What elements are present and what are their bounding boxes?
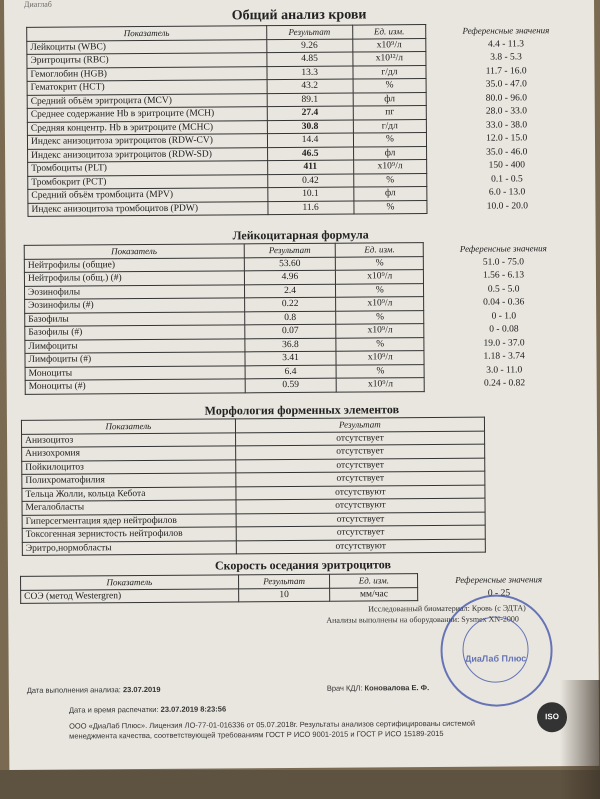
row-result: 10 bbox=[238, 588, 330, 602]
header-indicator: Показатель bbox=[27, 26, 267, 41]
row-result: 4.96 bbox=[244, 270, 336, 284]
row-indicator: Эозинофилы bbox=[24, 284, 244, 299]
row-result: 0.07 bbox=[244, 324, 336, 338]
row-unit: % bbox=[353, 200, 427, 214]
row-indicator: Лимфоциты (#) bbox=[25, 352, 245, 367]
row-indicator: Тромбоциты (PLT) bbox=[28, 161, 268, 176]
lab-stamp bbox=[440, 594, 553, 707]
row-indicator: Эритро,нормобласты bbox=[22, 540, 236, 555]
top-header-fragment: Диаглаб bbox=[23, 0, 52, 9]
header-unit: Ед. изм. bbox=[352, 25, 426, 39]
row-result: 89.1 bbox=[267, 93, 353, 107]
license-text: ООО «ДиаЛаб Плюс». Лицензия ЛО-77-01-016336 от 05.07.2018г. Результаты анализов сертифицированы системой менеджмента качества, соответствующей требованиям ГОСТ Р ИСО 9001-2015 и ГОСТ Р ИСО 15189-2015 bbox=[69, 718, 476, 741]
header-result: Результат bbox=[235, 417, 484, 432]
row-indicator: Средняя концентр. Hb в эритроците (MCHC) bbox=[27, 120, 267, 135]
iso-logo: ISO bbox=[537, 702, 567, 732]
row-result: 30.8 bbox=[267, 120, 353, 134]
row-reference: 0.1 - 0.5 bbox=[491, 174, 523, 185]
row-unit: x10⁹/л bbox=[353, 160, 427, 174]
row-unit: фл bbox=[353, 92, 427, 106]
row-indicator: Лейкоциты (WBC) bbox=[27, 39, 267, 54]
row-unit: x10⁹/л bbox=[336, 270, 424, 284]
row-result: отсутствуют bbox=[236, 485, 485, 500]
row-result: 411 bbox=[267, 160, 353, 174]
row-result: отсутствует bbox=[236, 525, 485, 540]
row-unit: % bbox=[336, 310, 424, 324]
header-reference: Референсные значения bbox=[459, 243, 547, 255]
row-reference: 0.24 - 0.82 bbox=[483, 378, 526, 389]
print-date-label: Дата и время распечатки: bbox=[68, 704, 159, 715]
row-indicator: Тельца Жолли, кольца Кебота bbox=[22, 486, 236, 501]
row-unit: % bbox=[353, 133, 427, 147]
background-shadow bbox=[560, 680, 600, 799]
row-unit: % bbox=[336, 337, 424, 351]
header-unit: Ед. изм. bbox=[336, 243, 424, 257]
row-indicator: Гематокрит (HCT) bbox=[27, 80, 267, 95]
header-reference: Референсные значения bbox=[455, 574, 543, 586]
header-reference: Референсные значения bbox=[462, 25, 550, 37]
row-indicator: Анизоцитоз bbox=[22, 432, 236, 447]
doctor bbox=[327, 683, 429, 693]
row-result: 36.8 bbox=[244, 338, 336, 352]
lab-report-sheet bbox=[4, 0, 599, 770]
morph-table bbox=[21, 417, 486, 556]
row-result: 53.60 bbox=[244, 257, 336, 271]
header-indicator: Показатель bbox=[21, 419, 235, 434]
row-result: отсутствует bbox=[235, 444, 484, 459]
row-reference: 1.18 - 3.74 bbox=[483, 351, 525, 362]
row-indicator: Эритроциты (RBC) bbox=[27, 53, 267, 68]
row-result: 27.4 bbox=[267, 106, 353, 120]
row-indicator: Тромбокрит (PCT) bbox=[28, 174, 268, 189]
row-reference: 11.7 - 16.0 bbox=[485, 66, 527, 77]
row-indicator: Нейтрофилы (общ.) (#) bbox=[24, 271, 244, 286]
row-reference: 3.0 - 11.0 bbox=[486, 365, 523, 376]
leuko-table bbox=[24, 241, 585, 394]
row-unit: x10⁹/л bbox=[337, 378, 425, 392]
row-reference: 35.0 - 46.0 bbox=[486, 147, 528, 158]
row-reference: 51.0 - 75.0 bbox=[482, 257, 525, 268]
background-surface bbox=[0, 770, 600, 799]
row-unit: % bbox=[336, 283, 424, 297]
row-result: 9.26 bbox=[267, 39, 353, 53]
row-result: 11.6 bbox=[268, 201, 354, 215]
row-reference: 0.5 - 5.0 bbox=[487, 284, 520, 295]
row-reference: 1.56 - 6.13 bbox=[482, 270, 525, 281]
row-unit: x10⁹/л bbox=[336, 324, 424, 338]
row-result: отсутствуют bbox=[236, 498, 485, 513]
row-unit: % bbox=[336, 364, 424, 378]
leuko-title: Лейкоцитарная формула bbox=[232, 227, 369, 243]
header-indicator: Показатель bbox=[21, 575, 239, 590]
row-indicator: Средний объём эритроцита (MCV) bbox=[27, 93, 267, 108]
row-result: отсутствует bbox=[235, 431, 484, 446]
row-result: отсутствуют bbox=[236, 539, 485, 554]
header-result: Результат bbox=[244, 243, 336, 257]
row-result: 0.59 bbox=[245, 378, 337, 392]
row-indicator: Моноциты (#) bbox=[25, 379, 245, 394]
row-unit: мм/час bbox=[330, 587, 418, 601]
biomaterial-text: Исследованный биоматериал: Кровь (с ЭДТА) bbox=[368, 603, 526, 614]
row-unit: x10¹²/л bbox=[352, 52, 426, 66]
header-indicator: Показатель bbox=[24, 244, 244, 259]
row-reference: 150 - 400 bbox=[488, 160, 526, 171]
row-indicator: Средний объём тромбоцита (MPV) bbox=[28, 188, 268, 203]
row-indicator: Эозинофилы (#) bbox=[25, 298, 245, 313]
row-unit: г/дл bbox=[353, 119, 427, 133]
table-row bbox=[25, 376, 584, 393]
row-result: отсутствует bbox=[236, 512, 485, 527]
row-reference: 19.0 - 37.0 bbox=[483, 338, 525, 349]
row-unit: пг bbox=[353, 106, 427, 120]
row-indicator: Базофилы bbox=[25, 311, 245, 326]
row-indicator: Токсогенная зернистость нейтрофилов bbox=[22, 527, 236, 542]
table-row bbox=[28, 199, 587, 216]
row-indicator: СОЭ (метод Westergren) bbox=[21, 588, 239, 603]
row-reference: 28.0 - 33.0 bbox=[485, 106, 528, 117]
row-result: 0.22 bbox=[244, 297, 336, 311]
row-indicator: Моноциты bbox=[25, 365, 245, 380]
row-result: 4.85 bbox=[267, 52, 353, 66]
row-unit: % bbox=[336, 256, 424, 270]
row-result: 2.4 bbox=[244, 284, 336, 298]
analysis-date-value: 23.07.2019 bbox=[122, 684, 161, 695]
row-unit: фл bbox=[353, 187, 427, 201]
row-indicator: Гемоглобин (HGB) bbox=[27, 66, 267, 81]
row-indicator: Индекс анизоцитоза тромбоцитов (PDW) bbox=[28, 201, 268, 216]
row-reference: 0.04 - 0.36 bbox=[483, 297, 525, 308]
analysis-date bbox=[27, 685, 161, 695]
row-unit: x10⁹/л bbox=[336, 351, 424, 365]
row-indicator: Базофилы (#) bbox=[25, 325, 245, 340]
row-result: 0.8 bbox=[244, 311, 336, 325]
row-reference: 10.0 - 20.0 bbox=[486, 201, 528, 212]
morph-title: Морфология форменных элементов bbox=[204, 402, 400, 418]
row-indicator: Индекс анизоцитоза эритроцитов (RDW-CV) bbox=[27, 134, 267, 149]
row-indicator: Среднее содержание Hb в эритроците (MCH) bbox=[27, 107, 267, 122]
row-indicator: Нейтрофилы (общие) bbox=[24, 257, 244, 272]
row-reference: 4.4 - 11.3 bbox=[487, 39, 525, 50]
row-reference: 35.0 - 47.0 bbox=[485, 79, 527, 90]
row-result: 3.41 bbox=[245, 351, 337, 365]
row-reference: 0 - 25 bbox=[487, 588, 511, 599]
row-indicator: Пойкилоцитоз bbox=[22, 459, 236, 474]
row-reference: 33.0 - 38.0 bbox=[485, 120, 528, 131]
row-result: 6.4 bbox=[245, 365, 337, 379]
stamp-label: ДиаЛаб Плюс bbox=[464, 653, 527, 664]
row-result: 13.3 bbox=[267, 66, 353, 80]
row-unit: % bbox=[353, 79, 427, 93]
header-result: Результат bbox=[238, 574, 330, 588]
table-row bbox=[22, 539, 485, 556]
doctor-label: Врач КДЛ: bbox=[326, 683, 363, 693]
row-unit: г/дл bbox=[352, 65, 426, 79]
print-date-value: 23.07.2019 8:23:56 bbox=[160, 704, 227, 714]
row-indicator: Гиперсегментация ядер нейтрофилов bbox=[22, 513, 236, 528]
equipment-text: Анализы выполнены на оборудовании: Sysmex XN-2000 bbox=[326, 614, 519, 625]
row-indicator: Мегалобласты bbox=[22, 500, 236, 515]
header-unit: Ед. изм. bbox=[330, 574, 418, 588]
row-result: 14.4 bbox=[267, 133, 353, 147]
row-reference: 0 - 0.08 bbox=[489, 324, 519, 335]
row-result: 43.2 bbox=[267, 79, 353, 93]
header-result: Результат bbox=[266, 25, 352, 39]
doctor-value: Коновалова Е. Ф. bbox=[364, 683, 430, 693]
row-indicator: Индекс анизоцитоза эритроцитов (RDW-SD) bbox=[28, 147, 268, 162]
row-indicator: Полихроматофилия bbox=[22, 473, 236, 488]
row-unit: % bbox=[353, 173, 427, 187]
row-reference: 12.0 - 15.0 bbox=[486, 133, 528, 144]
esr-title: Скорость оседания эритроцитов bbox=[214, 557, 391, 573]
row-unit: x10⁹/л bbox=[336, 297, 424, 311]
row-result: отсутствует bbox=[236, 471, 485, 486]
row-unit: x10⁹/л bbox=[352, 38, 426, 52]
row-result: 46.5 bbox=[267, 147, 353, 161]
cbc-table bbox=[26, 23, 587, 217]
row-indicator: Лимфоциты bbox=[25, 338, 245, 353]
print-date bbox=[69, 704, 226, 714]
row-reference: 3.8 - 5.3 bbox=[490, 52, 522, 63]
row-reference: 0 - 1.0 bbox=[491, 311, 517, 322]
row-result: 0.42 bbox=[267, 174, 353, 188]
row-indicator: Анизохромия bbox=[22, 446, 236, 461]
row-result: отсутствует bbox=[235, 458, 484, 473]
analysis-date-label: Дата выполнения анализа: bbox=[26, 685, 121, 695]
row-reference: 6.0 - 13.0 bbox=[488, 187, 526, 198]
row-result: 10.1 bbox=[268, 187, 354, 201]
cbc-title: Общий анализ крови bbox=[231, 7, 367, 24]
row-reference: 80.0 - 96.0 bbox=[485, 93, 527, 104]
row-unit: фл bbox=[353, 146, 427, 160]
